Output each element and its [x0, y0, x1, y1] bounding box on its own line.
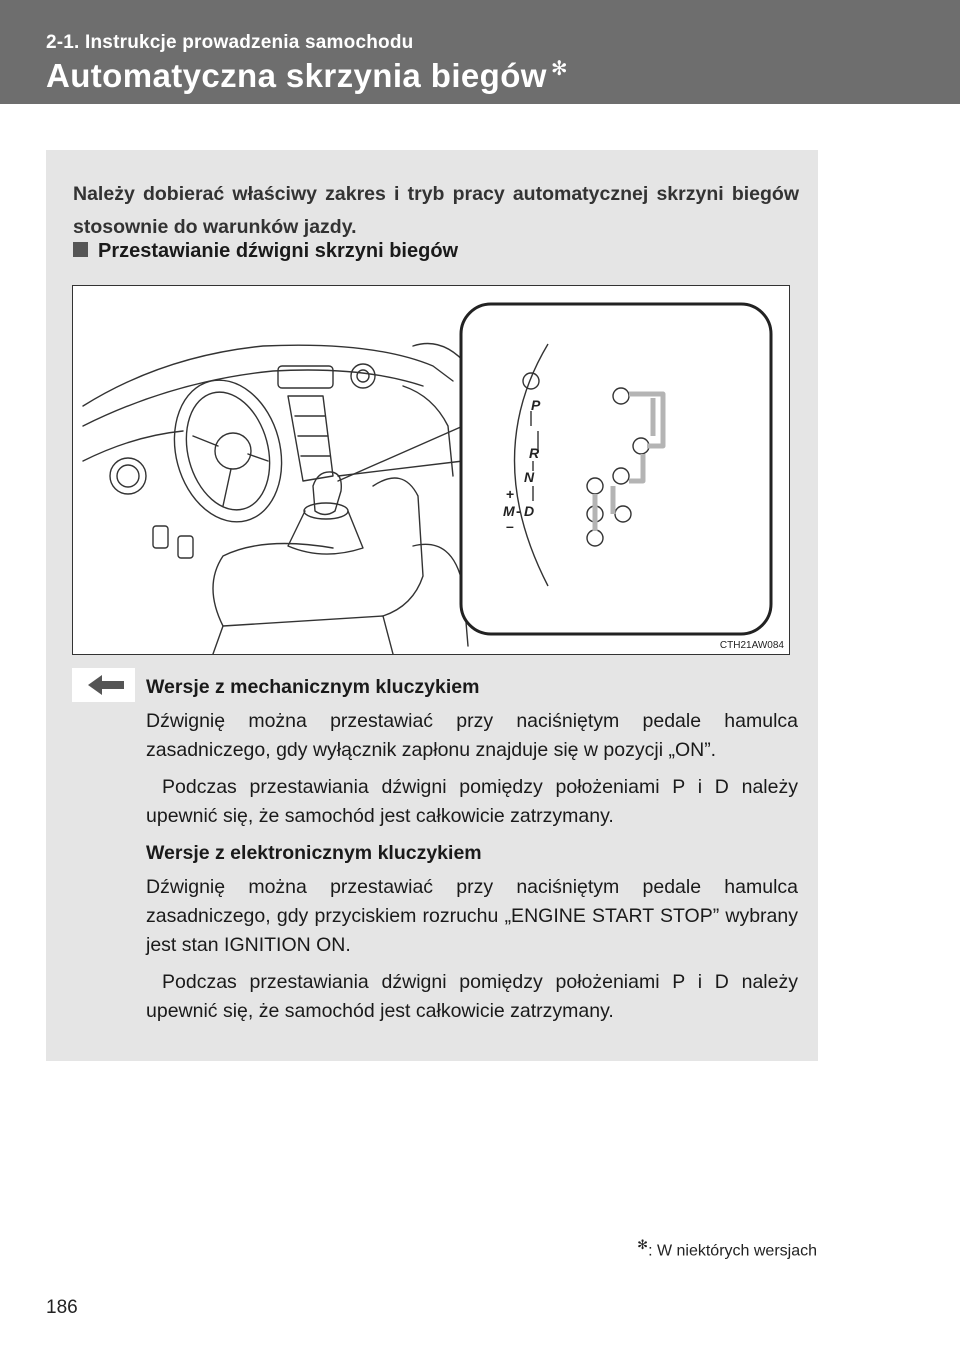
- gear-lever-figure: [72, 285, 790, 655]
- left-arrow-icon: [72, 668, 135, 702]
- footnote-marker: ✻: [637, 1237, 649, 1252]
- section-title: 2-1. Instrukcje prowadzenia samochodu: [46, 32, 414, 53]
- page-title: [46, 56, 568, 95]
- subheading-text: Przestawianie dźwigni skrzyni biegów: [98, 240, 459, 262]
- subheading: [73, 240, 458, 263]
- gear-label-d: D: [524, 503, 535, 519]
- section-1-paragraph-2: Podczas przestawiania dźwigni pomiędzy położeniami P i D należy upewnić się, że samochód jest całkowicie zatrzymany.: [146, 776, 798, 827]
- footnote-text: : W niektórych wersjach: [648, 1242, 817, 1260]
- footnote: [637, 1237, 817, 1260]
- section-2-paragraph-1: Dźwignię można przestawiać przy naciśniętym pedale hamulca zasadniczego, gdy przyciskiem rozruchu „ENGINE START STOP” wybrany jest stan IGNITION ON.: [146, 876, 798, 956]
- section-1: [146, 673, 798, 1026]
- gear-label-plus: +: [506, 486, 515, 502]
- page-title-text: Automatyczna skrzynia biegów: [46, 57, 547, 94]
- section-2-heading: Wersje z elektronicznym kluczykiem: [146, 842, 482, 864]
- asterisk-marker: ✻: [550, 58, 568, 80]
- gear-label-p: P: [531, 397, 541, 413]
- figure-code: CTH21AW084: [719, 640, 784, 651]
- page-header: [0, 0, 960, 104]
- gear-label-n: N: [524, 469, 535, 485]
- gear-label-m: M: [503, 503, 515, 519]
- intro-text: Należy dobierać właściwy zakres i tryb pracy automatycznej skrzyni biegów stosownie do warunków jazdy.: [73, 183, 799, 238]
- gear-label-dash: –: [506, 518, 514, 534]
- page-number: 186: [46, 1297, 78, 1318]
- section-1-paragraph-1: Dźwignię można przestawiać przy naciśniętym pedale hamulca zasadniczego, gdy wyłącznik zapłonu znajduje się w pozycji „ON”.: [146, 710, 798, 761]
- section-2-paragraph-2: Podczas przestawiania dźwigni pomiędzy położeniami P i D należy upewnić się, że samochód jest całkowicie zatrzymany.: [146, 971, 798, 1022]
- section-1-heading: Wersje z mechanicznym kluczykiem: [146, 676, 480, 698]
- gear-label-r: R: [529, 445, 540, 461]
- car-interior-illustration: [73, 286, 790, 655]
- square-bullet-icon: [73, 242, 88, 257]
- gear-label-minus: -: [516, 503, 521, 519]
